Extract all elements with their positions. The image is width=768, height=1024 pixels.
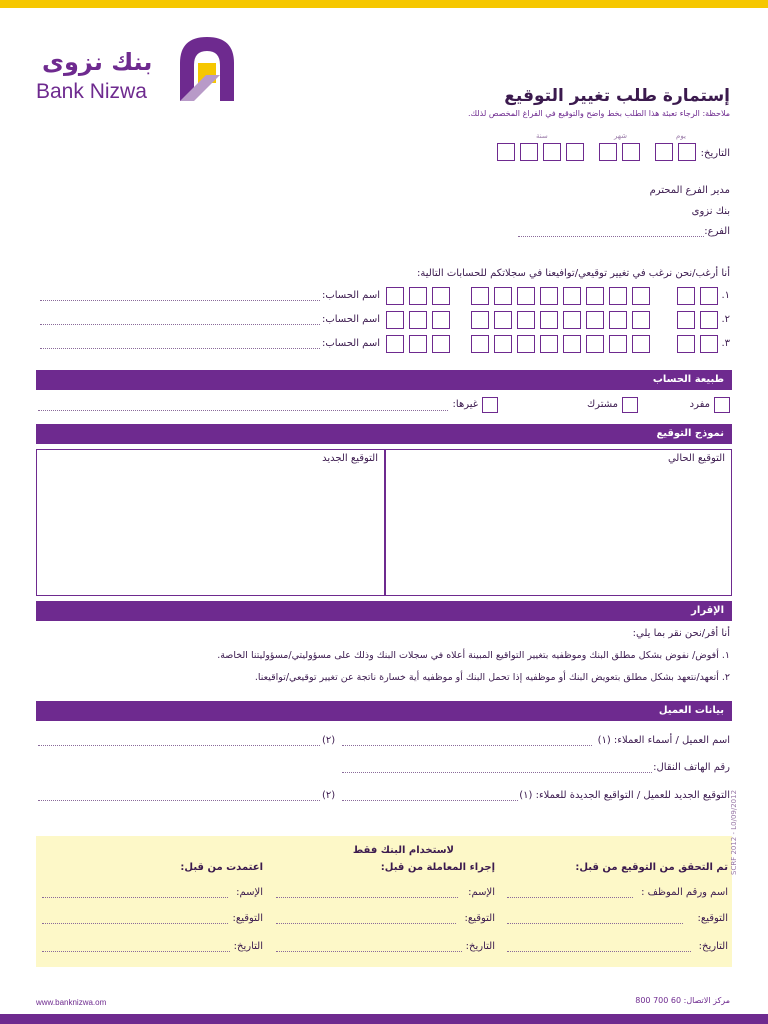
date-year-box[interactable] — [497, 143, 515, 161]
address-bank: بنك نزوى — [691, 206, 730, 217]
account-number-digit-box[interactable] — [632, 287, 650, 305]
account-number-digit-box[interactable] — [432, 335, 450, 353]
account-number-digit-box[interactable] — [517, 335, 535, 353]
date-month-box[interactable] — [599, 143, 617, 161]
account-number-digit-box[interactable] — [432, 311, 450, 329]
new-signature-second: (٢) — [322, 790, 336, 801]
account-number-digit-box[interactable] — [563, 287, 581, 305]
account-name-label: اسم الحساب: — [321, 338, 380, 349]
new-signature-label: التوقيع الجديد للعميل / التواقيع الجديدة للعملاء: (١) — [519, 790, 730, 801]
account-number-digit-box[interactable] — [700, 287, 718, 305]
account-number-digit-box[interactable] — [700, 335, 718, 353]
declaration-band: الإقرار — [36, 601, 732, 621]
account-number-digit-box[interactable] — [471, 311, 489, 329]
footer-contact: مركز الاتصال: 60 700 800 — [635, 996, 730, 1005]
customer-name-1-line[interactable] — [342, 745, 592, 746]
account-number-digit-box[interactable] — [540, 311, 558, 329]
single-label: مفرد — [689, 399, 710, 410]
account-number-digit-box[interactable] — [677, 287, 695, 305]
account-name-input-line[interactable] — [40, 324, 320, 325]
account-name-label: اسم الحساب: — [321, 314, 380, 325]
date-year-box[interactable] — [566, 143, 584, 161]
account-number-digit-box[interactable] — [386, 311, 404, 329]
date-label: التاريخ: — [700, 148, 730, 159]
account-number-digit-box[interactable] — [432, 287, 450, 305]
new-signature-box[interactable] — [36, 449, 385, 596]
approved-name-line[interactable] — [42, 897, 228, 898]
customer-name-2-line[interactable] — [38, 745, 320, 746]
account-number-digit-box[interactable] — [517, 287, 535, 305]
top-accent-bar — [0, 0, 768, 8]
account-type-band: طبيعة الحساب — [36, 370, 732, 390]
account-number-digit-box[interactable] — [494, 311, 512, 329]
new-signature-2-line[interactable] — [38, 800, 320, 801]
branch-input-line[interactable] — [518, 236, 704, 237]
approved-date-label: التاريخ: — [233, 941, 263, 952]
date-year-box[interactable] — [543, 143, 561, 161]
joint-checkbox[interactable] — [622, 397, 638, 413]
account-number-digit-box[interactable] — [471, 335, 489, 353]
account-number-digit-box[interactable] — [609, 287, 627, 305]
approved-signature-line[interactable] — [42, 923, 228, 924]
account-number-digit-box[interactable] — [677, 335, 695, 353]
account-row-number: ٢. — [721, 314, 730, 325]
customer-name-label: اسم العميل / أسماء العملاء: (١) — [597, 735, 730, 746]
bank-use-title: لاستخدام البنك فقط — [352, 845, 454, 856]
account-number-digit-box[interactable] — [609, 335, 627, 353]
account-number-digit-box[interactable] — [409, 335, 427, 353]
account-number-digit-box[interactable] — [632, 311, 650, 329]
processed-signature-label: التوقيع: — [464, 913, 495, 924]
footer-website[interactable]: www.banknizwa.om — [36, 998, 107, 1007]
account-number-digit-box[interactable] — [540, 335, 558, 353]
account-number-digit-box[interactable] — [609, 311, 627, 329]
account-row-number: ٣. — [721, 338, 730, 349]
verified-employee-label: اسم ورقم الموظف : — [641, 887, 728, 898]
mobile-label: رقم الهاتف النقال: — [653, 762, 730, 773]
form-note: ملاحظة: الرجاء تعبئة هذا الطلب بخط واضح والتوقيع في الفراغ المخصص لذلك. — [467, 109, 730, 118]
logo-arabic-text: بنك نزوى — [42, 48, 153, 76]
branch-label: الفرع: — [704, 226, 730, 237]
verified-by-title: تم التحقق من التوقيع من قبل: — [575, 862, 728, 873]
account-row-number: ١. — [721, 290, 730, 301]
current-signature-box[interactable] — [385, 449, 732, 596]
account-number-digit-box[interactable] — [586, 335, 604, 353]
processed-signature-line[interactable] — [276, 923, 456, 924]
verified-signature-line[interactable] — [507, 923, 683, 924]
date-month-box[interactable] — [622, 143, 640, 161]
verified-employee-line[interactable] — [507, 897, 633, 898]
account-number-digit-box[interactable] — [494, 287, 512, 305]
accounts-intro: أنا أرغب/نحن نرغب في تغيير توقيعي/توافيعنا في سجلاتكم للحسابات التالية: — [417, 268, 730, 279]
approved-date-line[interactable] — [42, 951, 230, 952]
account-number-digit-box[interactable] — [632, 335, 650, 353]
account-number-digit-box[interactable] — [409, 287, 427, 305]
mobile-input-line[interactable] — [342, 772, 652, 773]
processed-name-line[interactable] — [276, 897, 458, 898]
form-title: إستمارة طلب تغيير التوقيع — [504, 86, 730, 106]
joint-label: مشترك — [586, 399, 618, 410]
account-number-digit-box[interactable] — [700, 311, 718, 329]
account-number-digit-box[interactable] — [563, 335, 581, 353]
account-name-input-line[interactable] — [40, 348, 320, 349]
signature-band: نموذج التوقيع — [36, 424, 732, 444]
account-name-input-line[interactable] — [40, 300, 320, 301]
declaration-item-1: ١. أفوض/ نفوض بشكل مطلق البنك وموظفيه بتغيير التواقيع المبينة أعلاه في سجلات البنك وذلك على مسؤوليتي/مسؤوليتنا الخاصة. — [217, 650, 730, 661]
account-name-label: اسم الحساب: — [321, 290, 380, 301]
approved-name-label: الإسم: — [236, 887, 263, 898]
other-checkbox[interactable] — [482, 397, 498, 413]
customer-band: بيانات العميل — [36, 701, 732, 721]
account-number-digit-box[interactable] — [563, 311, 581, 329]
account-number-digit-box[interactable] — [586, 287, 604, 305]
processed-by-title: إجراء المعاملة من قبل: — [380, 862, 495, 873]
account-number-digit-box[interactable] — [494, 335, 512, 353]
day-caption: يوم — [676, 132, 686, 140]
account-number-digit-box[interactable] — [386, 335, 404, 353]
account-number-digit-box[interactable] — [386, 287, 404, 305]
account-number-digit-box[interactable] — [586, 311, 604, 329]
processed-date-label: التاريخ: — [465, 941, 495, 952]
form-code: SCRF 2012 - L0/09/2012 — [730, 789, 738, 875]
verified-signature-label: التوقيع: — [697, 913, 728, 924]
account-number-digit-box[interactable] — [677, 311, 695, 329]
new-signature-1-line[interactable] — [342, 800, 518, 801]
processed-date-line[interactable] — [276, 951, 462, 952]
declaration-intro: أنا أقر/نحن نقر بما يلي: — [632, 628, 730, 639]
date-day-box[interactable] — [678, 143, 696, 161]
account-number-digit-box[interactable] — [517, 311, 535, 329]
account-number-digit-box[interactable] — [409, 311, 427, 329]
other-input-line[interactable] — [38, 410, 448, 411]
new-signature-label: التوقيع الجديد — [322, 453, 378, 464]
account-number-digit-box[interactable] — [540, 287, 558, 305]
declaration-item-2: ٢. أتعهد/نتعهد بشكل مطلق بتعويض البنك أو موظفيه إذا تحمل البنك أو موظفيه أية خسارة ناتجة عن تغيير توقيعي/تواقيعنا. — [254, 672, 730, 683]
customer-name-second: (٢) — [322, 735, 336, 746]
account-number-digit-box[interactable] — [471, 287, 489, 305]
date-day-box[interactable] — [655, 143, 673, 161]
verified-date-line[interactable] — [507, 951, 691, 952]
date-year-box[interactable] — [520, 143, 538, 161]
other-label: غيرها: — [452, 399, 478, 410]
verified-date-label: التاريخ: — [698, 941, 728, 952]
approved-by-title: اعتمدت من قبل: — [180, 862, 263, 873]
bank-nizwa-logo-icon — [176, 35, 238, 103]
processed-name-label: الإسم: — [468, 887, 495, 898]
logo-english-text: Bank Nizwa — [36, 80, 147, 103]
month-caption: شهر — [614, 132, 627, 140]
year-caption: سنة — [536, 132, 548, 140]
single-checkbox[interactable] — [714, 397, 730, 413]
bottom-accent-bar — [0, 1014, 768, 1024]
approved-signature-label: التوقيع: — [232, 913, 263, 924]
current-signature-label: التوقيع الحالي — [667, 453, 725, 464]
address-manager: مدير الفرع المحترم — [649, 185, 730, 196]
